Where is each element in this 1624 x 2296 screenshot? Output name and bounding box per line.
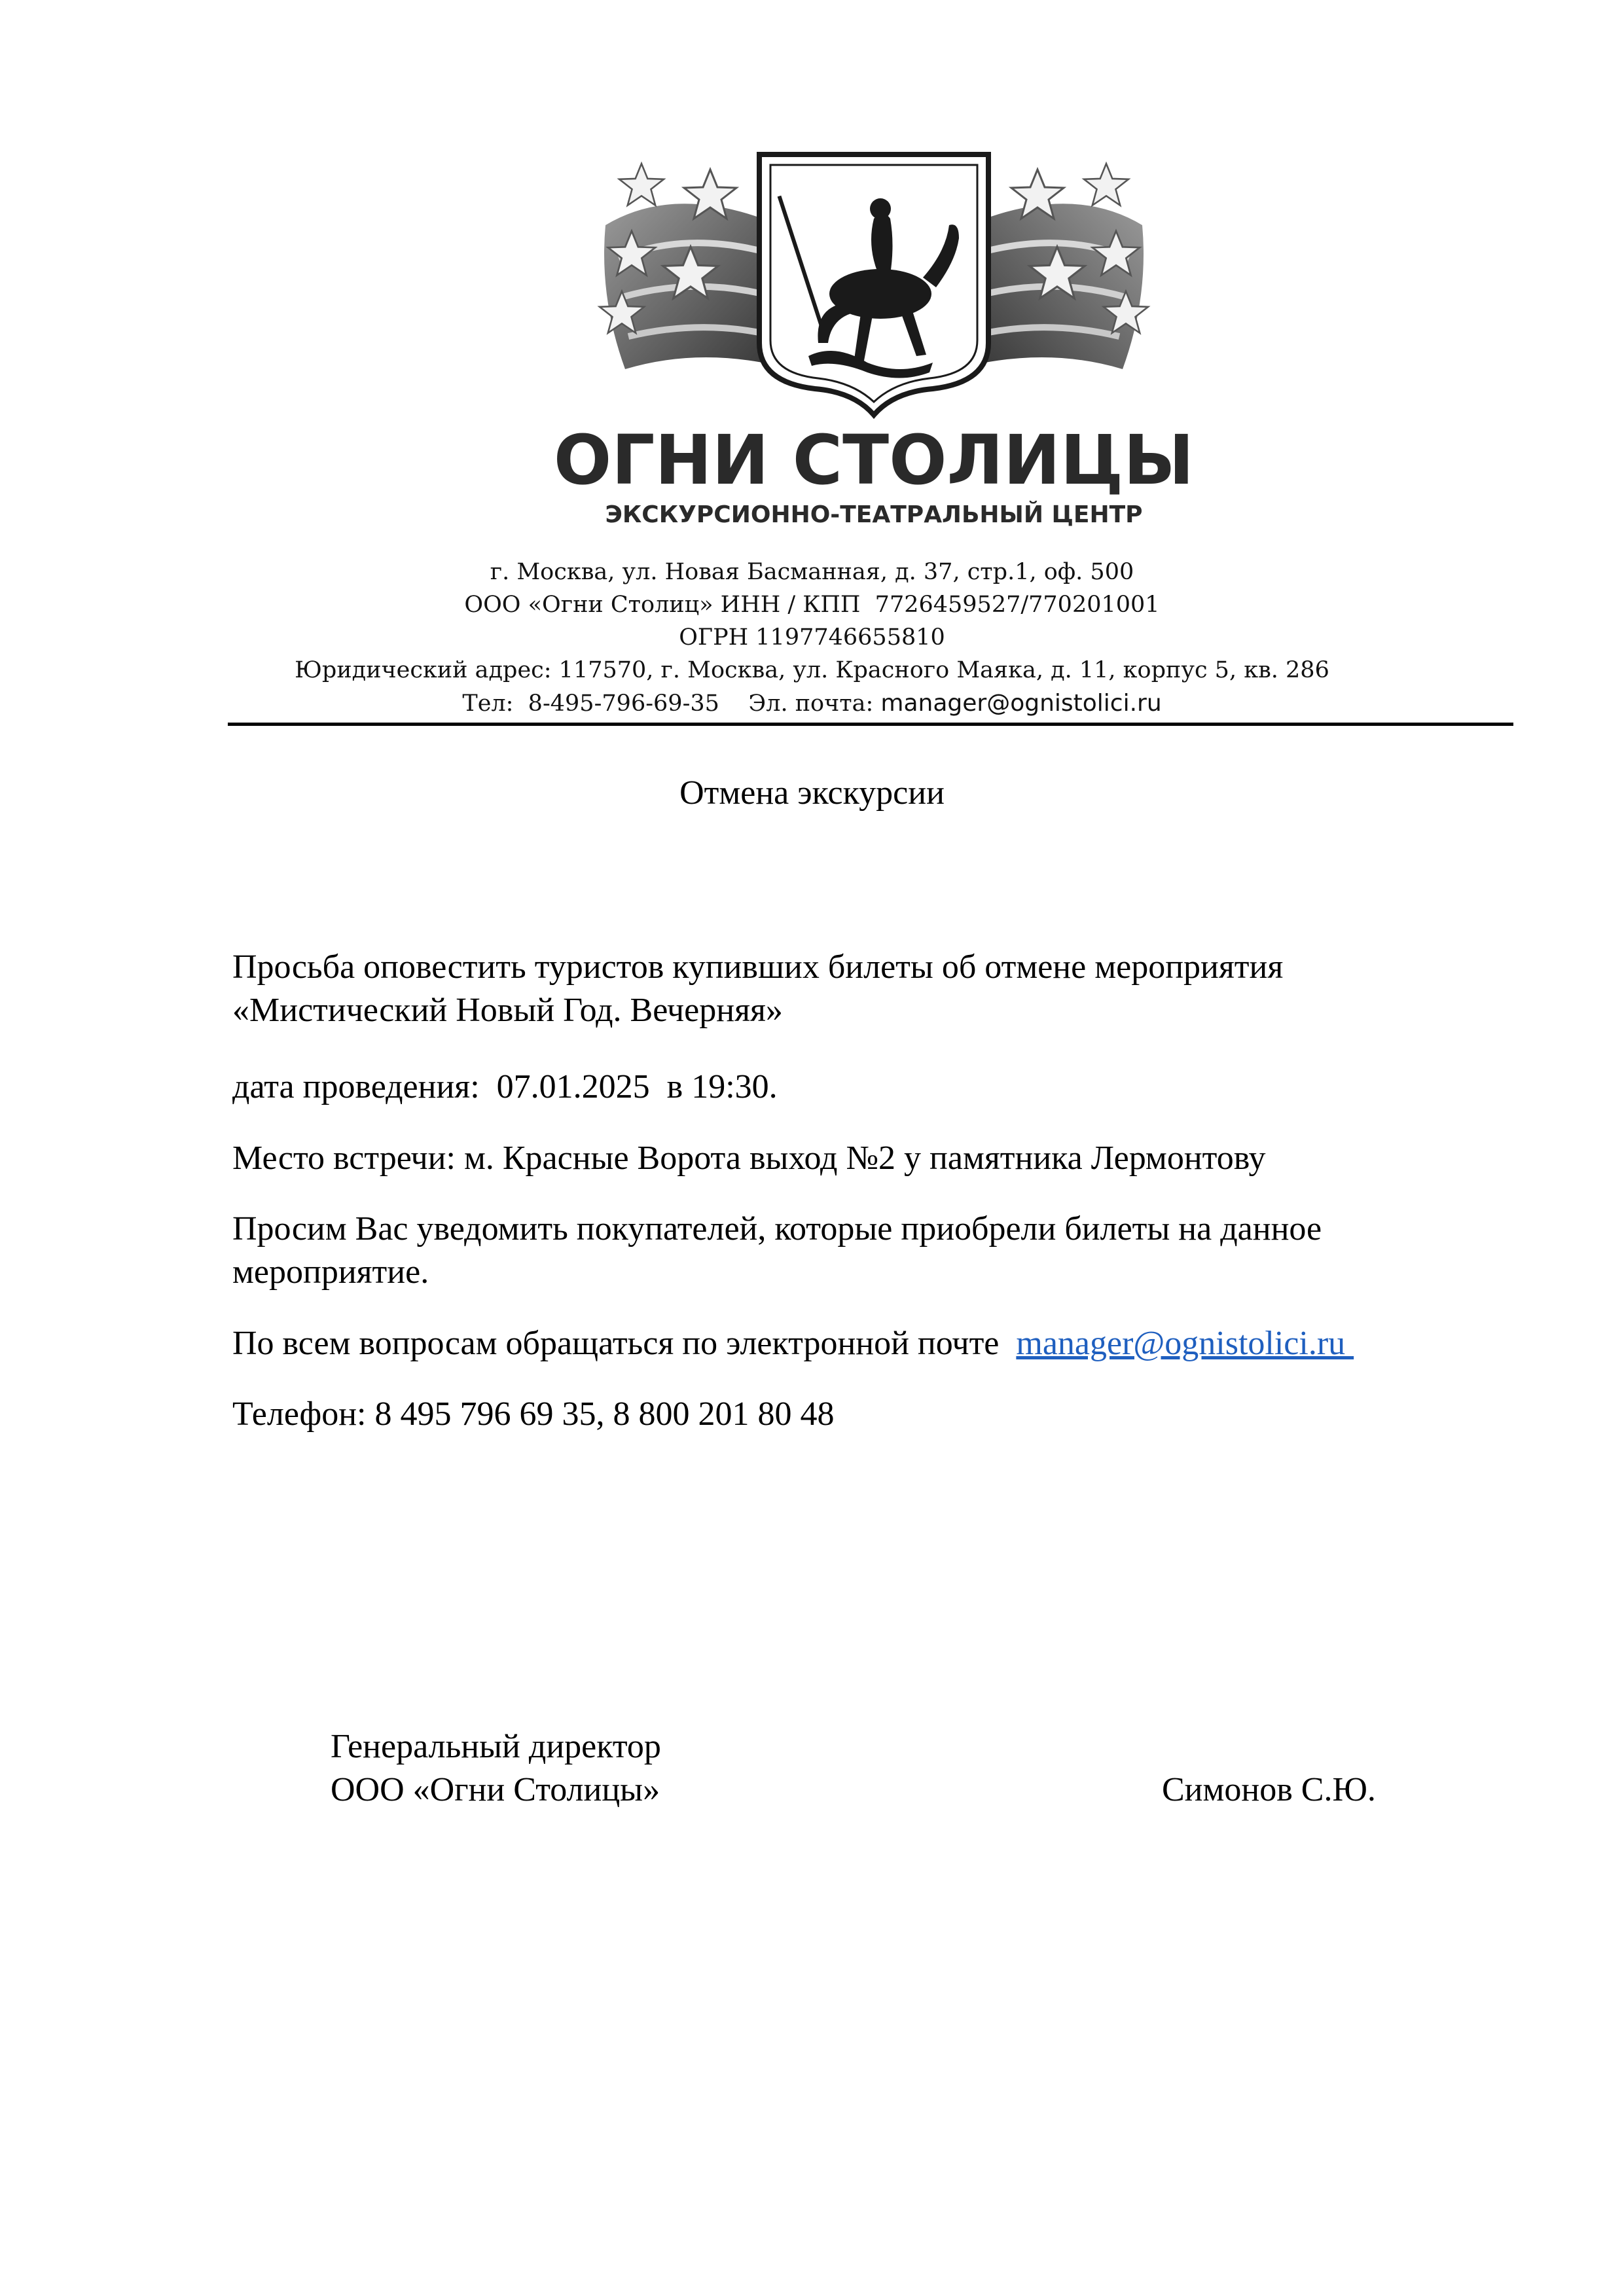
contact-text: По всем вопросам обращаться по электронной почте: [232, 1325, 1017, 1362]
letterhead-ogrn: ОГРН 1197746655810: [679, 624, 945, 651]
phone-line: Телефон: 8 495 796 69 35, 8 800 201 80 48: [232, 1395, 835, 1433]
notify-line-2: мероприятие.: [232, 1253, 429, 1291]
letterhead-phone: Тел: 8-495-796-69-35 Эл. почта:: [462, 691, 881, 717]
signature-position: Генеральный директор: [331, 1728, 661, 1765]
logo-subtitle-text: ЭКСКУРСИОННО-ТЕАТРАЛЬНЫЙ ЦЕНТР: [605, 501, 1143, 528]
signature-name: Симонов С.Ю.: [1162, 1771, 1376, 1808]
request-line-1: Просьба оповестить туристов купивших билеты об отмене мероприятия: [232, 948, 1284, 986]
letterhead-address: г. Москва, ул. Новая Басманная, д. 37, стр.1, оф. 500: [490, 559, 1134, 585]
signature-company: ООО «Огни Столицы»: [331, 1771, 660, 1808]
letterhead-contacts: [0, 692, 1624, 715]
contact-email-link[interactable]: manager@ognistolici.ru: [1016, 1325, 1354, 1362]
letterhead-legal-address: Юридический адрес: 117570, г. Москва, ул. Красного Маяка, д. 11, корпус 5, кв. 286: [295, 657, 1329, 683]
meeting-place: Место встречи: м. Красные Ворота выход №2 у памятника Лермонтову: [232, 1139, 1266, 1177]
letterhead-company-tax: ООО «Огни Столиц» ИНН / КПП 7726459527/770201001: [464, 592, 1160, 618]
company-logo: [553, 147, 1195, 529]
event-date: дата проведения: 07.01.2025 в 19:30.: [232, 1068, 778, 1105]
contact-line: [232, 1322, 1354, 1365]
logo-name-text: ОГНИ СТОЛИЦЫ: [553, 420, 1195, 500]
document-title: Отмена экскурсии: [679, 774, 945, 812]
header-divider: [228, 723, 1513, 726]
request-line-2: «Мистический Новый Год. Вечерняя»: [232, 992, 783, 1029]
notify-line-1: Просим Вас уведомить покупателей, которые приобрели билеты на данное: [232, 1210, 1322, 1247]
letterhead-email: manager@ognistolici.ru: [880, 690, 1162, 717]
